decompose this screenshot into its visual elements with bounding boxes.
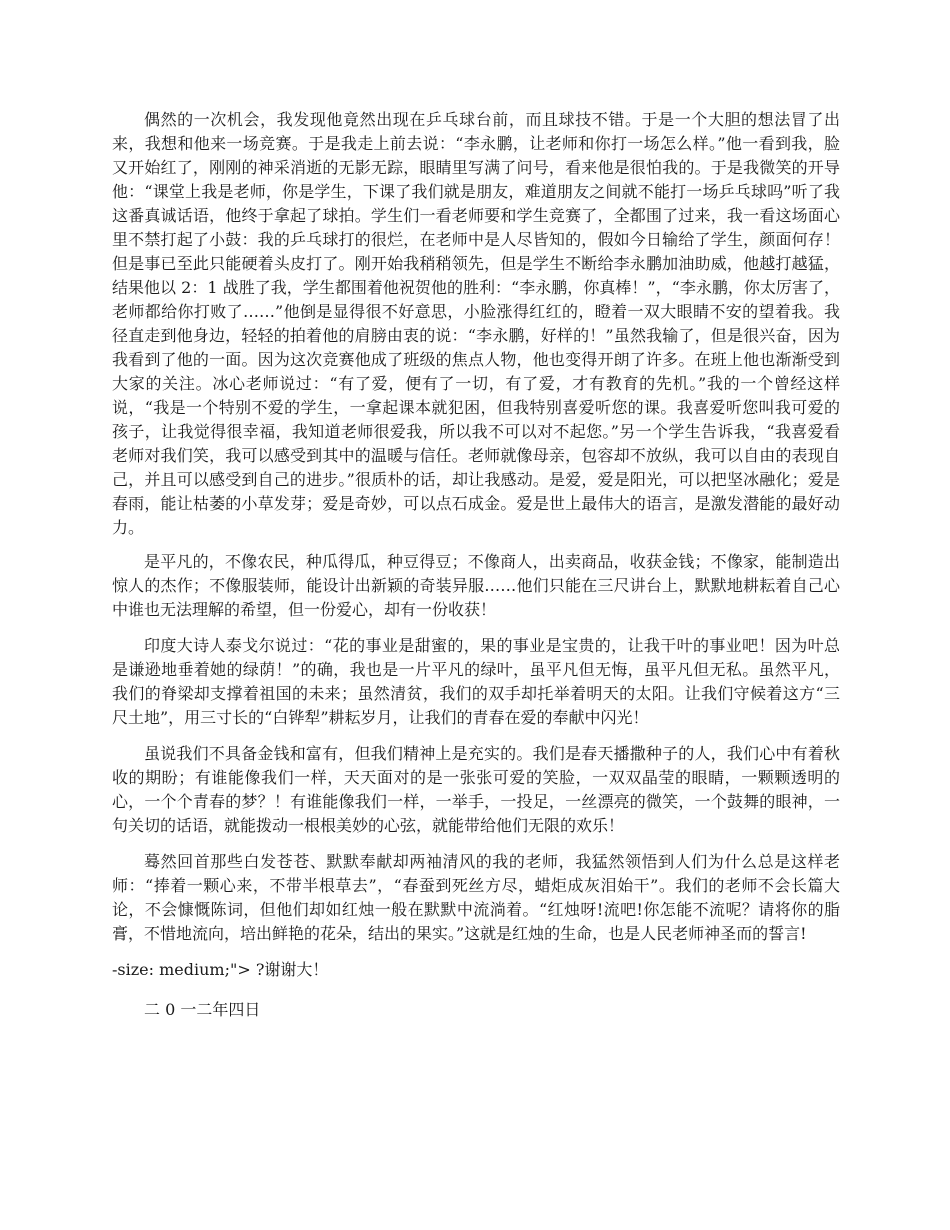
document-page	[112, 108, 840, 1034]
date-line: 二 0 一二年四日	[144, 1000, 261, 1019]
paragraph-tagore-quote: 印度大诗人泰戈尔说过：“花的事业是甜蜜的，果的事业是宝贵的，让我干叶的事业吧！因为叶总是谦逊地垂着她的绿荫！”的确，我也是一片平凡的绿叶，虽平凡但无悔，虽平凡但无私。虽然平凡，我们的脊梁却支撑着祖国的未来；虽然清贫，我们的双手却托举着明天的太阳。让我们守候着这方“三尺土地”，用三寸长的“白铧犁”耕耘岁月，让我们的青春在爱的奉献中闪光！	[112, 636, 840, 727]
paragraph-spiritual-wealth: 虽说我们不具备金钱和富有，但我们精神上是充实的。我们是春天播撒种子的人，我们心中有着秋收的期盼；有谁能像我们一样，天天面对的是一张张可爱的笑脸，一双双晶莹的眼睛，一颗颗透明的心，一个个青春的梦？！有谁能像我们一样，一举手，一投足，一丝漂亮的微笑，一个鼓舞的眼神，一句关切的话语，就能拨动一根根美妙的心弦，就能带给他们无限的欢乐！	[112, 744, 840, 835]
closing-thanks-line: -size: medium;"> ?谢谢大！	[112, 960, 329, 979]
paragraph-ordinary-teacher: 是平凡的，不像农民，种瓜得瓜，种豆得豆；不像商人，出卖商品，收获金钱；不像家，能制造出惊人的杰作；不像服装师，能设计出新颖的奇装异服……他们只能在三尺讲台上，默默地耕耘着自己心中谁也无法理解的希望，但一份爱心，却有一份收获！	[112, 552, 840, 619]
paragraph-ping-pong-story: 偶然的一次机会，我发现他竟然出现在乒乓球台前，而且球技不错。于是一个大胆的想法冒了出来，我想和他来一场竞赛。于是我走上前去说：“李永鹏，让老师和你打一场怎么样。”他一看到我，脸又开始红了，刚刚的神采消逝的无影无踪，眼睛里写满了问号，看来他是很怕我的。于是我微笑的开导他：“课堂上我是老师，你是学生，下课了我们就是朋友，难道朋友之间就不能打一场乒乓球吗”听了我这番真诚话语，他终于拿起了球拍。学生们一看老师要和学生竞赛了，全都围了过来，我一看这场面心里不禁打起了小鼓：我的乒乓球打的很烂，在老师中是人尽皆知的，假如今日输给了学生，颜面何存！但是事已至此只能硬着头皮打了。刚开始我稍稍领先，但是学生不断给李永鹏加油助威，他越打越猛，结果他以 2：1 战胜了我，学生都围着他祝贺他的胜利：“李永鹏，你真棒！”，“李永鹏，你太厉害了，老师都给你打败了……”他倒是显得很不好意思，小脸涨得红红的，瞪着一双大眼睛不安的望着我。我径直走到他身边，轻轻的拍着他的肩膀由衷的说：“李永鹏，好样的！”虽然我输了，但是很兴奋，因为我看到了他的一面。因为这次竞赛他成了班级的焦点人物，他也变得开朗了许多。在班上他也渐渐受到大家的关注。冰心老师说过：“有了爱，便有了一切，有了爱，才有教育的先机。”我的一个曾经这样说，“我是一个特别不爱的学生，一拿起课本就犯困，但我特别喜爱听您的课。我喜爱听您叫我可爱的孩子，让我觉得很幸福，我知道老师很爱我，所以我不可以对不起您。”另一个学生告诉我，“我喜爱看老师对我们笑，我可以感受到其中的温暖与信任。老师就像母亲，包容却不放纵，我可以自由的表现自己，并且可以感受到自己的进步。”很质朴的话，却让我感动。是爱，爱是阳光，可以把坚冰融化；爱是春雨，能让枯萎的小草发芽；爱是奇妙，可以点石成金。爱是世上最伟大的语言，是激发潜能的最好动力。	[112, 110, 840, 537]
paragraph-red-candle: 蓦然回首那些白发苍苍、默默奉献却两袖清风的我的老师，我猛然领悟到人们为什么总是这样老师：“捧着一颗心来，不带半根草去”，“春蚕到死丝方尽，蜡炬成灰泪始干”。我们的老师不会长篇大论，不会慷慨陈词，但他们却如红烛一般在默默中流淌着。“红烛呀!流吧!你怎能不流呢？请将你的脂膏，不惜地流向，培出鲜艳的花朵，结出的果实。”这就是红烛的生命，也是人民老师神圣而的誓言!	[112, 852, 840, 943]
